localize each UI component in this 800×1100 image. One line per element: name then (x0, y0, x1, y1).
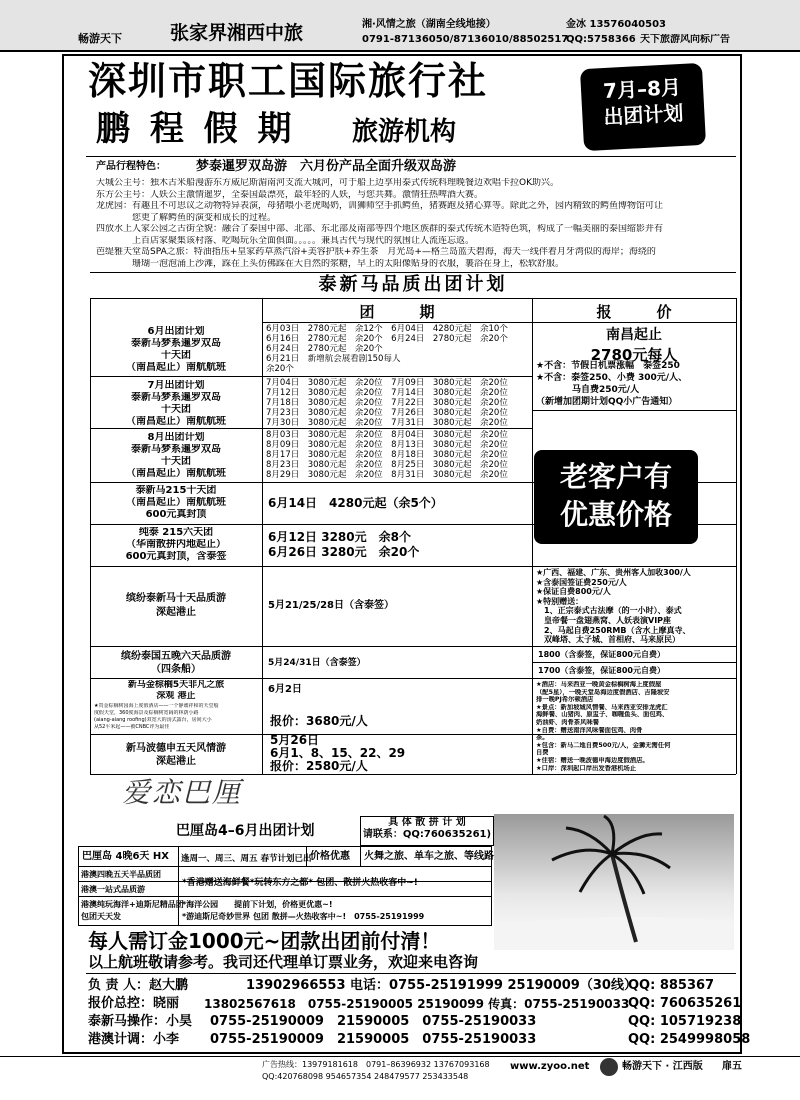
table-row-name (92, 380, 260, 428)
cell: （南昌起止）南航航班 (126, 362, 226, 373)
cell: ★不含：节假日机票涨幅 泰签250 (536, 361, 680, 371)
footer-divider (0, 1056, 800, 1057)
cell: ★口岸：深圳起口岸出发香港机场止 (536, 764, 637, 772)
cell: 茶。 (536, 734, 549, 742)
table-row-name (92, 527, 260, 563)
cell: ★贵金棕榈树园海上度假酒店——一个静谧祥和的天堂般 (94, 703, 219, 709)
cell: 6月16日 2780元起 余20个 6月24日 2780元起 余20个 (266, 334, 508, 344)
bali-cell: 港澳一站式品质游 (81, 885, 145, 894)
cell: 6月26日 3280元 余20个 (268, 545, 420, 559)
contact-qq: QQ: 885367 (628, 978, 715, 993)
cell: 深观 港止 (156, 691, 196, 701)
table-border (262, 298, 263, 774)
col-price-header: 报 价 (596, 303, 672, 321)
row-divider (90, 774, 736, 775)
cell: 泰新马梦系暹罗双岛 (131, 392, 221, 403)
contact-role: 泰新马操作：小昊 (88, 1014, 193, 1029)
cell: 6月24日 2780元起 余20个 (266, 344, 383, 354)
contact-info: 13802567618 0755-25190005 25190099 传真：0755-25190033 (204, 997, 630, 1011)
divider (90, 272, 736, 273)
cell: 海鲜餐、山猪肉、原盅子、咖喱鱼头、面包鸡、 (536, 711, 669, 719)
cell: 6月21日 新增航会展看剧150每人 (266, 354, 401, 364)
price-amount: 2780元每人 (590, 346, 678, 364)
brand-subtitle: 旅游机构 (352, 117, 457, 147)
feature-line: 上百店家聚集该村落、吃喝玩乐全面俱面。。。。。兼具古代与现代的氛围让人流连忘返。 (96, 235, 475, 246)
cell: ★包含：新马二地自费500元/人，金狮无需任何 (536, 741, 671, 749)
row-divider (90, 566, 736, 567)
contact-qq: QQ: 105719238 (628, 1014, 742, 1029)
table-row-dates (266, 430, 530, 480)
bali-special-qq: 请联系：QQ:760635261) (362, 829, 492, 840)
divider (262, 322, 736, 323)
cell: 排一晚PJ希尔顿酒店 (536, 696, 594, 704)
bali-cell: 价格优惠 (310, 851, 350, 862)
cell: 深起港止 (156, 756, 196, 767)
bali-cell: *香港赠送海鲜餐*玩转东方之都* 包团、散拼火热收客中~! (182, 878, 418, 888)
features-headline: 梦泰暹罗双岛游 六月份产品全面升级双岛游 (196, 159, 457, 174)
divider (532, 410, 736, 411)
cell: 十天团 (161, 456, 191, 467)
cell: 8月09日 3080元起 余20位 8月13日 3080元起 余20位 (266, 440, 508, 450)
header-right: 天下旅游风向标广告 (640, 34, 730, 45)
table-row-dates: 6月2日 (268, 684, 302, 695)
cell: （配5星），一晚天堂岛海边度假酒店、吉隆坡安 (536, 688, 670, 696)
cell: 6月12日 3280元 余8个 (268, 530, 411, 544)
cell: 6月1、8、15、22、29 (270, 747, 406, 760)
table-title: 泰新马品质出团计划 (318, 274, 508, 295)
cell: ★景点：新加坡城风情餐、马来西亚安排龙虎汇 (536, 703, 668, 711)
divider (86, 156, 736, 157)
cell: （新增加团期计划QQ小广告通知） (536, 397, 678, 407)
cell: 6月03日 2780元起 余12个 6月04日 4280元起 余10个 (266, 324, 508, 334)
footer-page: 扉五 (722, 1061, 742, 1072)
cell: 新马金棕榈5天非凡之旅 (127, 680, 225, 690)
ticket-notice: 以上航班敬请参考。我司还代理单订票业务，欢迎来电咨询 (88, 953, 479, 971)
table-row-name (92, 485, 260, 521)
badge-plan (580, 63, 706, 151)
cell: （四条船） (151, 664, 201, 675)
beach-palm-image (494, 814, 734, 950)
cell: 5月26日 (270, 734, 320, 747)
table-border (532, 298, 533, 774)
price-option: 1800（含泰签，保证800元自费） (538, 650, 665, 659)
brand-name: 鹏 程 假 期 (96, 109, 296, 149)
table-row-name (92, 680, 260, 702)
cell: 8月17日 3080元起 余20位 8月18日 3080元起 余20位 (266, 450, 508, 460)
promo-line: 优惠价格 (559, 498, 672, 531)
price-notes-row6 (536, 568, 734, 645)
table-row-dates (266, 324, 530, 374)
cell: ★含泰国签证费250元/人 (536, 577, 627, 587)
table-row-dates: 5月21/25/28日（含泰签） (268, 600, 395, 611)
promo-line: 老客户有 (559, 460, 672, 493)
price-option: 1700（含泰签，保证800元自费） (538, 666, 665, 675)
footer-site: www.zyoo.net (510, 1061, 590, 1072)
contact-qq: QQ: 760635261 (628, 996, 742, 1011)
cell: 600元真封顶 (145, 509, 207, 520)
cell: 报价：2580元/人 (270, 760, 368, 773)
cell: 十天团 (161, 350, 191, 361)
cell: 泰新马梦系暹罗双岛 (131, 338, 221, 349)
price-city: 南昌起止 (606, 327, 662, 343)
promo-box (534, 450, 698, 544)
divider (78, 866, 492, 867)
contact-role: 负 责 人：赵大鹏 (88, 978, 189, 993)
feature-line: 龙虎园：有趣且不可思议之动物特异表演，母猪喂小老虎喝奶，训狮师空手抓鳄鱼，猪赛跑及猪心算等。除此之外，园内精致的鳄鱼博物馆可让 (96, 201, 664, 211)
contact-info: 13902966553 电话：0755-25191999 25190009（30线） (246, 978, 637, 993)
row-divider (90, 646, 736, 647)
table-row-price: 报价：3680元/人 (270, 714, 368, 728)
cell: 7月04日 3080元起 余20位 7月09日 3080元起 余20位 (266, 378, 508, 388)
footer-ad-line2: QQ:420768098 954657354 248479577 253433548 (262, 1072, 469, 1081)
cell: 6月出团计划 (147, 326, 205, 337)
cell: 8月29日 3080元起 余20位 8月31日 3080元起 余20位 (266, 470, 508, 480)
bali-cell (81, 899, 184, 923)
table-border (90, 298, 91, 774)
bali-special-label: 具 体 散 拼 计 划 (388, 817, 466, 828)
cell: ★不含：泰签250、小费 300元/人、 (536, 373, 688, 383)
cell: ★酒店：马来西亚一晚黄金棕榈树海上度假屋 (536, 681, 662, 688)
row-divider (90, 376, 532, 377)
bali-title: 巴厘岛4–6月出团计划 (176, 823, 315, 839)
table-row-dates (266, 378, 530, 428)
deposit-notice: 每人需订金1000元~团款出团前付清！ (88, 929, 441, 953)
cell: （南昌起止）南航航班 (126, 468, 226, 479)
cell: 600元真封顶，含泰签 (125, 551, 227, 562)
cell: ★保证自费800元/人 (536, 587, 611, 597)
contact-info: 0755-25190009 21590005 0755-25190033 (210, 1032, 537, 1047)
header-qq: QQ:5758366 (566, 34, 636, 45)
table-row-dates: 5月24/31日（含泰签） (268, 658, 366, 668)
feature-line: 四放水上人家公园之古街全貌：融合了泰国中部、北部、东北部及南部等四个地区族群的泰式传统木造特色筑，构成了一幅美丽的泰国缩影并有 (96, 224, 664, 234)
cell: 7月出团计划 (147, 380, 205, 391)
cell: （南昌起止）南航航班 (126, 416, 226, 427)
cell: 7月30日 3080元起 余20位 7月31日 3080元起 余20位 (266, 418, 508, 428)
company-name: 深圳市职工国际旅行社 (88, 58, 489, 103)
contact-role: 报价总控：晓丽 (88, 996, 180, 1011)
brand-logo-icon (600, 1058, 618, 1076)
bali-contact-box (360, 816, 494, 846)
contact-info: 0755-25190009 21590005 0755-25190033 (210, 1014, 537, 1029)
header-left-brand: 畅游天下 (78, 32, 122, 45)
cell: ★住宿：赠送一晚波德申海边度假酒店。 (536, 756, 649, 764)
header-tagline: 湘·风情之旅（湖南全线地接） (362, 19, 496, 30)
cell: 从52平米起——被CNBC评为最佳 (94, 724, 170, 730)
table-row-name (92, 650, 260, 676)
feature-line: 珊瑚一泡泡涌上沙滩，踩在上头仿佛踩在大自然的浆糖，早上的太阳像贴身的衣服，裹浴在身上，松软舒服。 (96, 258, 565, 269)
feature-line: 大城公主号：独木古米船漫游东方威尼斯湄南河支流大城河，可于船上边享用泰式传统料理晚餐边欢唱卡拉OK助兴。 (96, 178, 559, 188)
table-row-dates (270, 734, 405, 773)
table-row-dates (268, 530, 419, 560)
bali-cell: 逢周一、周三、周五 春节计划已出 (181, 854, 312, 864)
table-row-name (92, 592, 260, 620)
table-border (736, 298, 737, 774)
feature-line: 芭缇雅天堂岛SPA之旅：特油指压+皇家药草蒸汽浴+美容护肤+养生茶 月光岛+—格兰岛蓝天碧海，海天一线伴着月牙湾似的海岸；海绕的 (96, 247, 656, 257)
feature-line: 您更了解鳄鱼的演变和成长的过程。 (96, 212, 277, 223)
cell: ★特别赠送： (536, 596, 584, 606)
cell: 7月18日 3080元起 余20位 7月22日 3080元起 余20位 (266, 398, 508, 408)
cell: 8月出团计划 (147, 432, 205, 443)
bali-cell: 火舞之旅、单车之旅、等线路 (364, 851, 494, 862)
cell: *游迪斯尼奇妙世界 包团 散拼—火热收客中~! 0755-25191999 (182, 912, 425, 921)
cell: 度假天堂，360度海景及棕榈树宽阔的林荫小路 (94, 710, 199, 716)
cell: 泰新马215十天团 (135, 485, 217, 496)
bali-logo: 爱恋巴厘 (122, 776, 243, 809)
divider (90, 298, 736, 299)
table-row-name (92, 742, 260, 768)
badge-line1: 7月–8月 (602, 75, 682, 104)
header-contact: 金冰 13576040503 (566, 19, 667, 30)
cell: 缤纷泰国五晚六天品质游 (121, 651, 231, 662)
cell: 8月23日 3080元起 余20位 8月25日 3080元起 余20位 (266, 460, 508, 470)
row-divider (532, 662, 736, 663)
cell: 1、正宗泰式古法摩（的一小时）、泰式 (536, 606, 682, 616)
price-notes-row9 (536, 681, 734, 772)
cell: 奶油虾、肉骨茶风味餐 (536, 718, 599, 726)
footer-brand: 畅游天下 · 江西版 (622, 1061, 703, 1072)
features-label: 产品行程特色： (96, 161, 166, 172)
divider (78, 896, 492, 897)
contact-qq: QQ: 2549998058 (628, 1032, 751, 1047)
cell: 2、马起自费250RMB（含水上摩真寺、 (536, 625, 691, 635)
price-notes (536, 360, 734, 408)
cell: 新马波德申五天风情游 (126, 743, 226, 754)
bali-cell: 巴厘岛 4晚6天 HX (82, 851, 169, 862)
table-row-small-notes (94, 703, 260, 731)
table-row-name (92, 432, 260, 480)
cell: 深起港止 (156, 607, 196, 618)
cell: 包团天天发 (81, 912, 121, 921)
row-divider (90, 428, 532, 429)
cell: 港澳纯玩海洋+迪斯尼精品团 (81, 900, 184, 909)
cell: 双峰塔、太子城、首相府、马来原民） (536, 635, 680, 645)
contact-role: 港澳计调：小李 (88, 1032, 180, 1047)
features-text (96, 178, 736, 270)
cell: ★广西、福建、广东、贵州客人加收300/人 (536, 568, 691, 577)
table-row-name (92, 326, 260, 374)
bali-cell (182, 899, 424, 923)
cell: *海洋公园 提前下计划，价格更优惠~! (182, 900, 333, 909)
table-row-dates: 6月14日 4280元起（余5个） (268, 496, 443, 510)
cell: ★自费：赠送南洋风味餐面包鸡、肉骨 (536, 726, 643, 734)
bali-cell: 港澳四晚五天半品质团 (81, 870, 161, 879)
cell: 自费 (536, 749, 549, 757)
footer-ad-line1: 广告热线：13979181618 0791–86396932 13767093168 (262, 1060, 490, 1069)
badge-line2: 出团计划 (602, 100, 684, 130)
divider (86, 973, 736, 974)
cell: （华南散拼内地起止） (126, 539, 226, 550)
cell: (aiang-aiang roofing)双宽大的汤式露台，房间大小 (94, 717, 212, 723)
cell: 缤纷泰新马十天品质游 (126, 593, 226, 604)
cell: 纯泰 215六天团 (138, 527, 214, 538)
feature-line: 东方公主号：人妖公主激情暹罗，全泰国最漂亮，最年轻的人妖，与您共舞。激情狂热啤酒大赛。 (96, 189, 484, 200)
cell: 7月12日 3080元起 余20位 7月14日 3080元起 余20位 (266, 388, 508, 398)
col-dates-header: 团 期 (359, 303, 435, 321)
cell: 马自费250元/人 (536, 385, 640, 395)
cell: 8月03日 3080元起 余20位 8月04日 3080元起 余20位 (266, 430, 508, 440)
cell: 皇帝餐一盘翅燕窝、人妖表演VIP座 (536, 615, 672, 625)
header-title: 张家界湘西中旅 (170, 22, 304, 44)
cell: 余20个 (266, 364, 294, 374)
cell: （南昌起止）南航航班 (126, 497, 226, 508)
divider (360, 846, 361, 866)
cell: 十天团 (161, 404, 191, 415)
row-divider (90, 678, 736, 679)
cell: 泰新马梦系暹罗双岛 (131, 444, 221, 455)
header-phones: 0791-87136050/87136010/88502517 (362, 34, 569, 45)
cell: 7月23日 3080元起 余20位 7月26日 3080元起 余20位 (266, 408, 508, 418)
